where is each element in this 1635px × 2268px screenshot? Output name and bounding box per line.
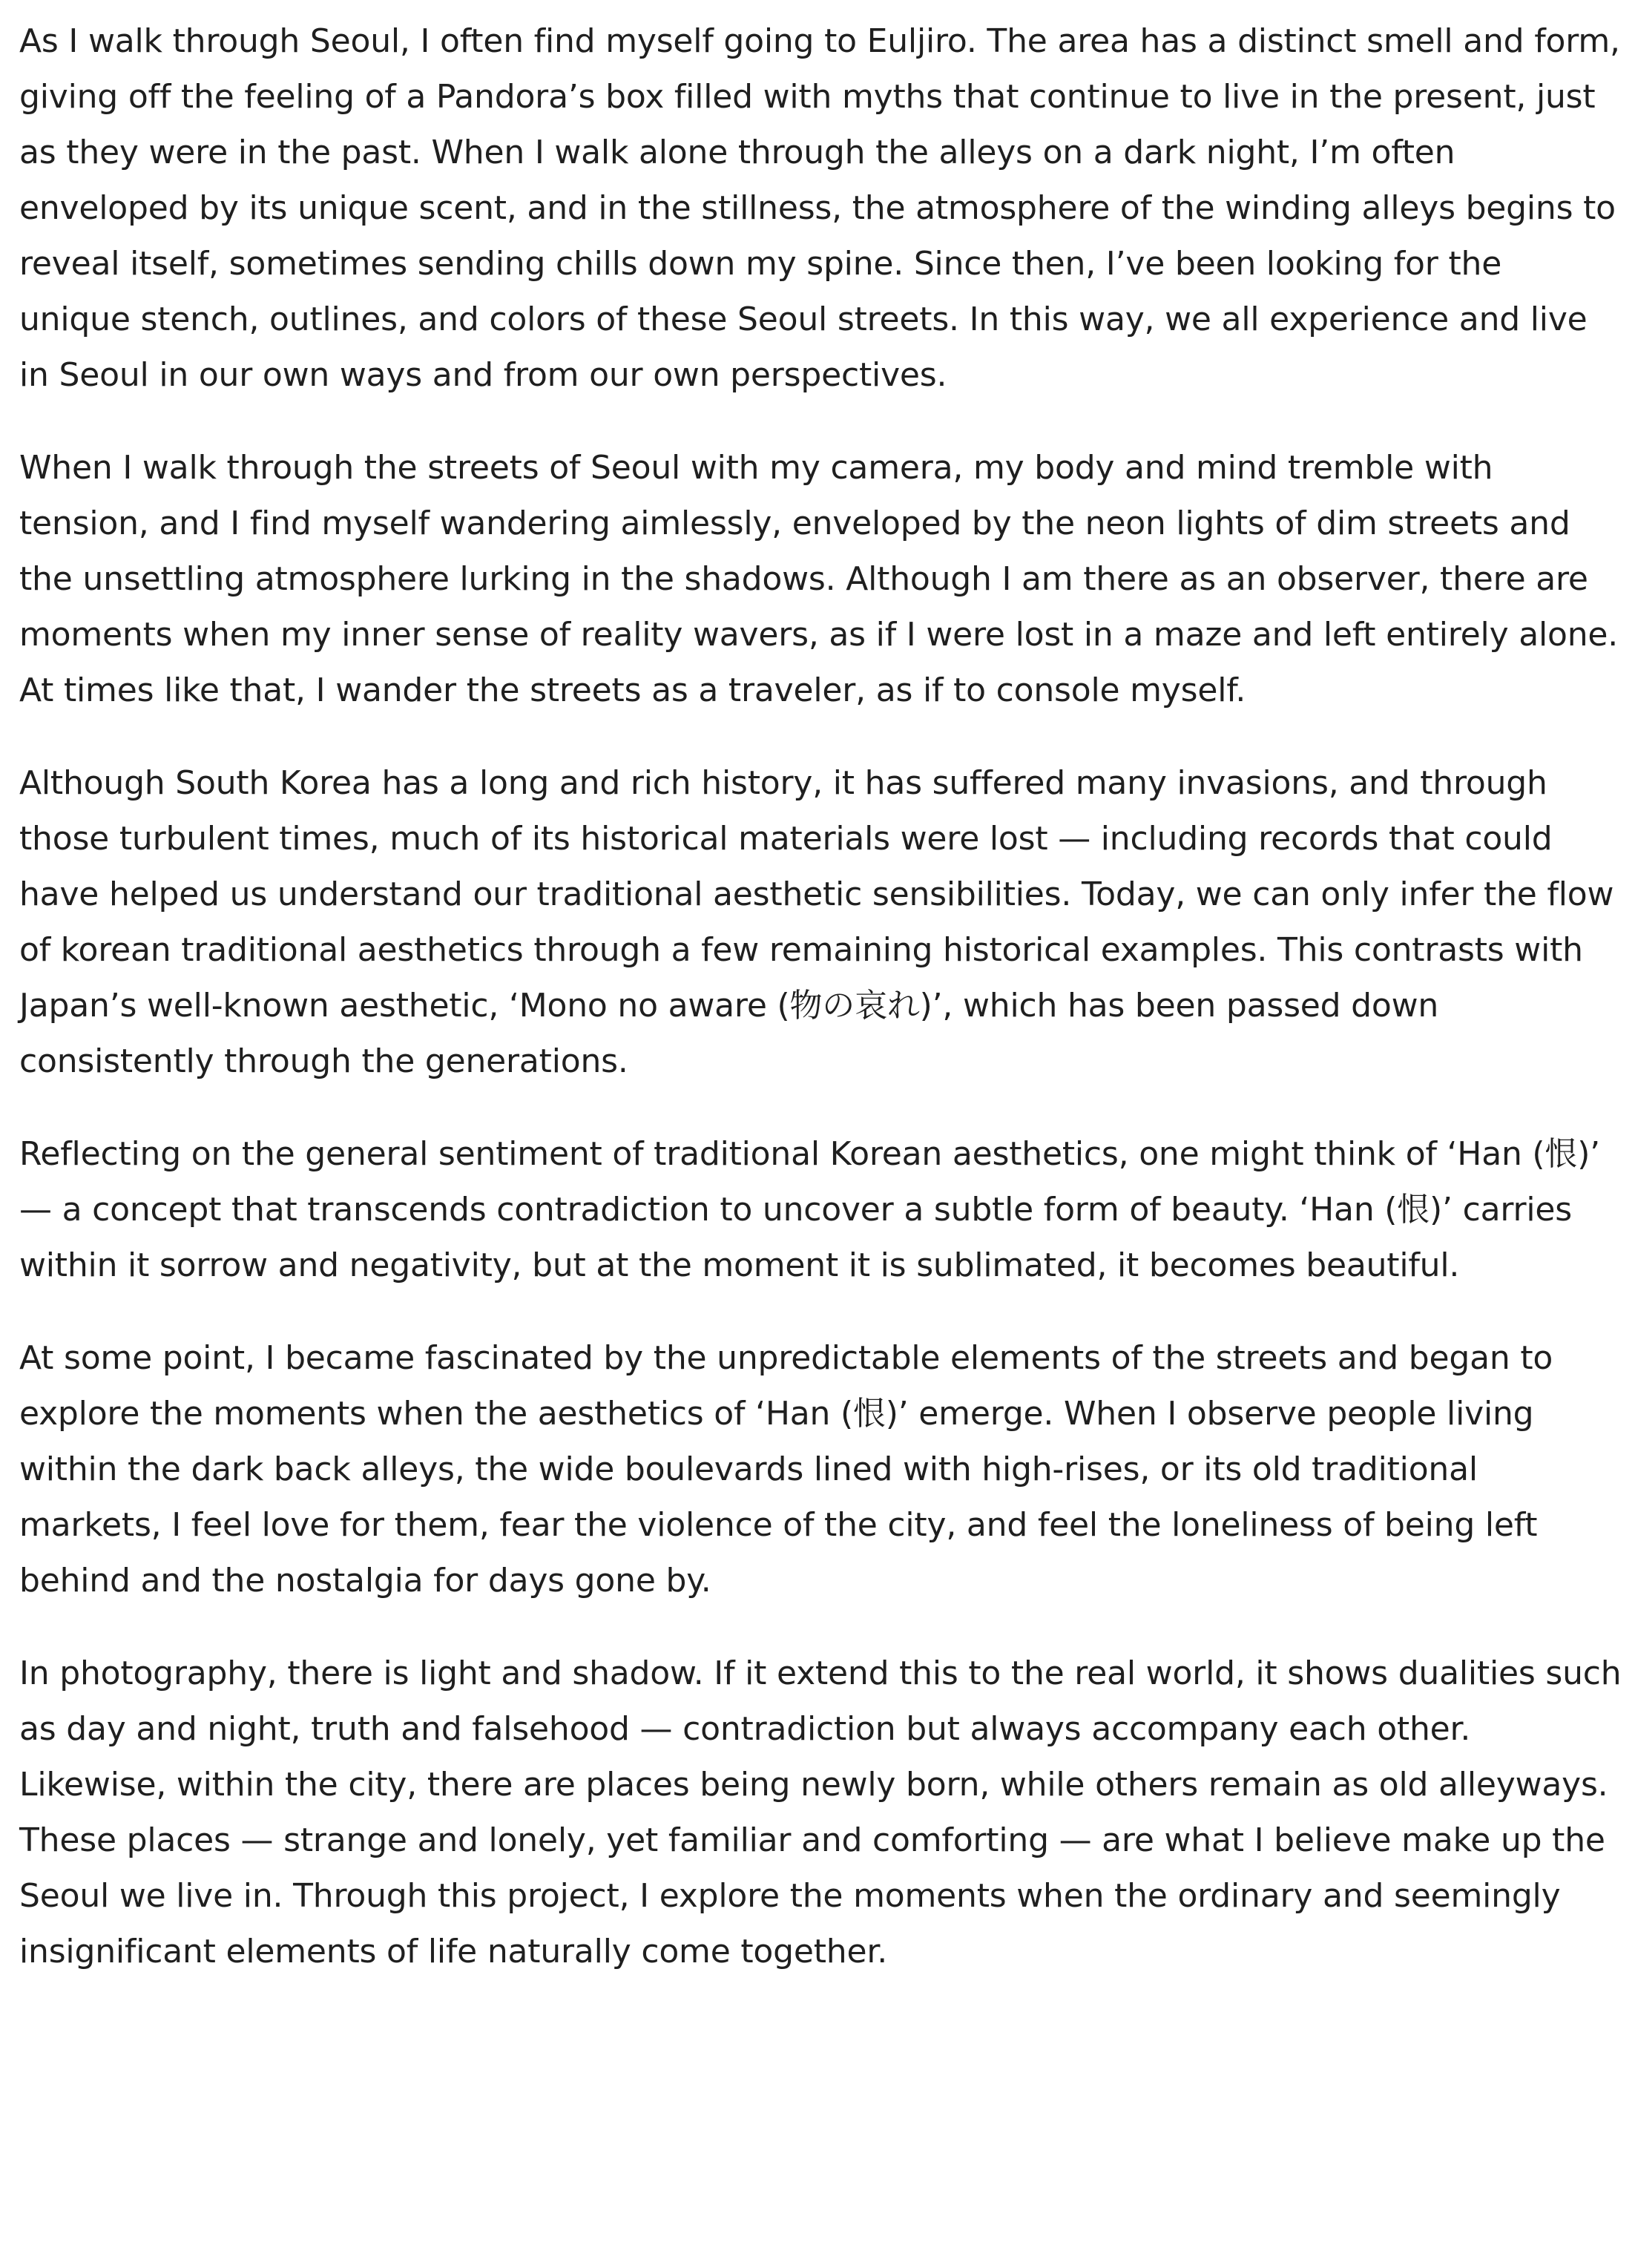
paragraph-camera-walk: When I walk through the streets of Seoul with my camera, my body and mind tremble with tension, and I find myself wandering aimlessly, enveloped by the neon lights of dim streets and the unsettling atmosphere lurking in the shadows. Although I am there as an observer, there are moments when my inner sense of reality wavers, as if I were lost in a maze and left entirely alone. At times like that, I wander the streets as a traveler, as if to console myself. — [19, 449, 1619, 709]
paragraph-han-aesthetic: Reflecting on the general sentiment of traditional Korean aesthetics, one might think of ‘Han (恨)’ — a concept that transcends contradiction to uncover a subtle form of beauty. ‘Han (恨)’ carries within it sorrow and negativity, but at the moment it is sublimated, it becomes beautiful. — [19, 1135, 1600, 1284]
paragraph-euljiro: As I walk through Seoul, I often find myself going to Euljiro. The area has a distinct smell and form, giving off the feeling of a Pandora’s box filled with myths that continue to live in the present, just as they were in the past. When I walk alone through the alleys on a dark night, I’m often enveloped by its unique scent, and in the stillness, the atmosphere of the winding alleys begins to reveal itself, sometimes sending chills down my spine. Since then, I’ve been looking for the unique stench, outlines, and colors of these Seoul streets. In this way, we all experience and live in Seoul in our own ways and from our own perspectives. — [19, 22, 1620, 394]
article-body — [19, 13, 1622, 1979]
paragraph-korean-history: Although South Korea has a long and rich history, it has suffered many invasions, and through those turbulent times, much of its historical materials were lost — including records that could have helped us understand our traditional aesthetic sensibilities. Today, we can only infer the flow of korean traditional aesthetics through a few remaining historical examples. This contrasts with Japan’s well-known aesthetic, ‘Mono no aware (物の哀れ)’, which has been passed down consistently through the generations. — [19, 764, 1614, 1080]
paragraph-street-fascination: At some point, I became fascinated by the unpredictable elements of the streets and began to explore the moments when the aesthetics of ‘Han (恨)’ emerge. When I observe people living within the dark back alleys, the wide boulevards lined with high-rises, or its old traditional markets, I feel love for them, fear the violence of the city, and feel the loneliness of being left behind and the nostalgia for days gone by. — [19, 1339, 1553, 1600]
paragraph-light-and-shadow: In photography, there is light and shadow. If it extend this to the real world, it shows dualities such as day and night, truth and falsehood — contradiction but always accompany each other. Likewise, within the city, there are places being newly born, while others remain as old alleyways. These places — strange and lonely, yet familiar and comforting — are what I believe make up the Seoul we live in. Through this project, I explore the moments when the ordinary and seemingly insignificant elements of life naturally come together. — [19, 1654, 1622, 1970]
